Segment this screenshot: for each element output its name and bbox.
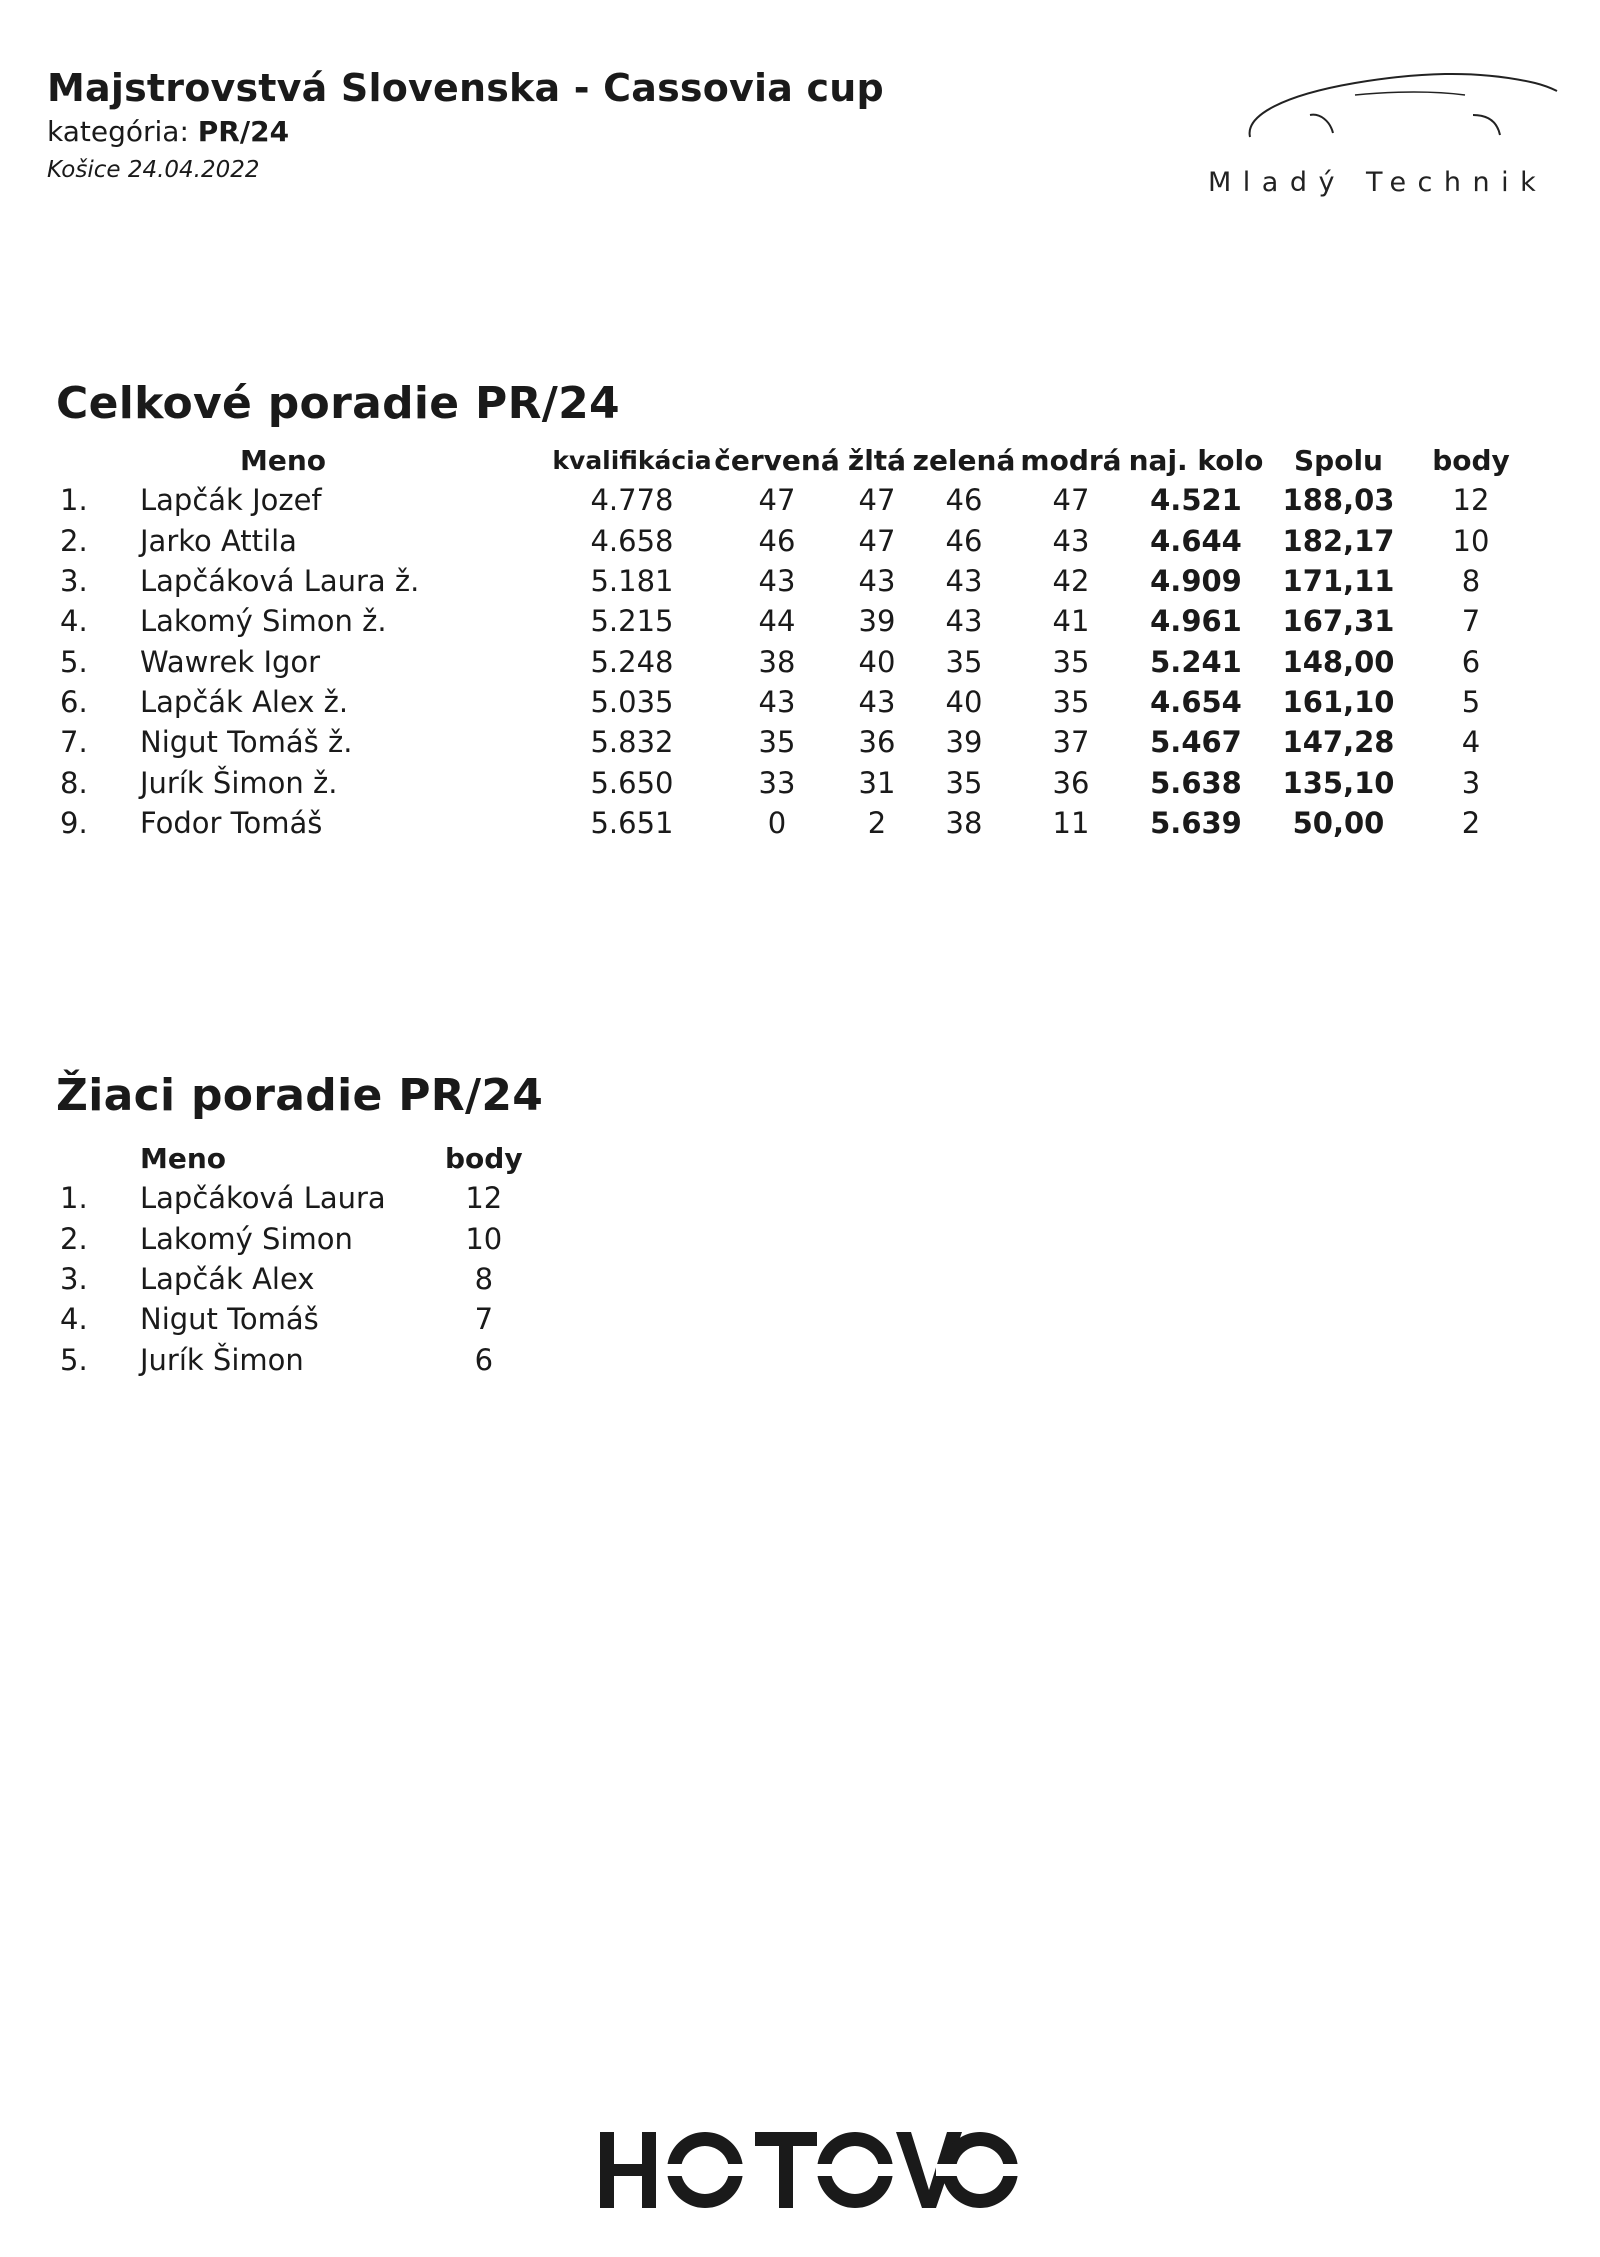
total-cell: 148,00 — [1282, 644, 1395, 679]
blue-cell: 42 — [1052, 564, 1090, 599]
table-row — [60, 521, 1531, 561]
blue-cell: 11 — [1052, 805, 1090, 840]
name-cell: Jarko Attila — [140, 523, 297, 558]
yellow-cell: 40 — [858, 644, 896, 679]
yellow-cell: 36 — [858, 725, 896, 760]
blue-cell: 35 — [1052, 644, 1090, 679]
place-date: Košice 24.04.2022 — [47, 157, 260, 183]
best-lap-cell: 5.639 — [1150, 805, 1242, 840]
pupils-ranking-title: Žiaci poradie PR/24 — [56, 1070, 544, 1121]
blue-cell: 47 — [1052, 483, 1090, 518]
blue-cell: 35 — [1052, 684, 1090, 719]
best-lap-cell: 5.467 — [1150, 725, 1242, 760]
points-cell: 2 — [1461, 805, 1481, 840]
rank-cell: 8. — [60, 765, 88, 800]
total-cell: 182,17 — [1282, 523, 1395, 558]
best-lap-cell: 5.638 — [1150, 765, 1242, 800]
blue-cell: 41 — [1052, 604, 1090, 639]
table-row — [60, 561, 1531, 601]
best-lap-cell: 4.521 — [1150, 483, 1242, 518]
blue-header: modrá — [1020, 443, 1122, 477]
green-cell: 40 — [945, 684, 983, 719]
qualification-header: kvalifikácia — [552, 445, 712, 475]
best-lap-cell: 4.654 — [1150, 684, 1242, 719]
table-row — [60, 1219, 523, 1259]
points-cell: 4 — [1461, 725, 1481, 760]
total-cell: 50,00 — [1292, 805, 1385, 840]
name-cell: Lapčák Alex — [140, 1262, 315, 1297]
yellow-cell: 31 — [858, 765, 896, 800]
rank-cell: 5. — [60, 1342, 88, 1377]
yellow-cell: 43 — [858, 684, 896, 719]
mlady-technik-logo — [1195, 55, 1575, 205]
pupils-ranking-table — [60, 1138, 523, 1380]
name-cell: Lakomý Simon ž. — [140, 604, 387, 639]
total-cell: 171,11 — [1282, 564, 1395, 599]
name-cell: Nigut Tomáš — [140, 1302, 319, 1337]
points-cell: 3 — [1461, 765, 1481, 800]
points-cell: 8 — [474, 1262, 494, 1297]
table-row — [60, 641, 1531, 681]
name-cell: Lakomý Simon — [140, 1221, 353, 1256]
car-silhouette-logo-icon — [1195, 55, 1575, 165]
overall-ranking-title: Celkové poradie PR/24 — [56, 378, 620, 429]
red-cell: 33 — [758, 765, 796, 800]
yellow-header: žltá — [847, 443, 907, 477]
total-cell: 188,03 — [1282, 483, 1395, 518]
best-lap-cell: 4.909 — [1150, 564, 1242, 599]
table-row — [60, 480, 1531, 520]
yellow-cell: 2 — [867, 805, 887, 840]
green-cell: 38 — [945, 805, 983, 840]
qualification-cell: 5.215 — [590, 604, 674, 639]
name-cell: Lapčák Jozef — [140, 483, 322, 518]
name-cell: Jurík Šimon — [140, 1342, 304, 1377]
rank-cell: 2. — [60, 1221, 88, 1256]
name-cell: Fodor Tomáš — [140, 805, 323, 840]
rank-cell: 6. — [60, 684, 88, 719]
points-cell: 10 — [1452, 523, 1490, 558]
table-row — [60, 803, 1531, 843]
table-header-row — [60, 1138, 523, 1178]
rank-header — [60, 1138, 140, 1178]
overall-ranking-table — [60, 440, 1531, 843]
points-cell: 6 — [1461, 644, 1481, 679]
name-cell: Wawrek Igor — [140, 644, 321, 679]
category-value: PR/24 — [197, 115, 290, 148]
points-header: body — [1432, 443, 1510, 477]
points-cell: 12 — [1452, 483, 1490, 518]
red-cell: 44 — [758, 604, 796, 639]
table-row — [60, 601, 1531, 641]
rank-cell: 3. — [60, 564, 88, 599]
name-cell: Lapčáková Laura ž. — [140, 564, 420, 599]
rank-cell: 1. — [60, 483, 88, 518]
points-cell: 10 — [465, 1221, 503, 1256]
points-header: body — [445, 1141, 523, 1175]
yellow-cell: 43 — [858, 564, 896, 599]
rank-cell: 4. — [60, 604, 88, 639]
red-cell: 47 — [758, 483, 796, 518]
table-row — [60, 1259, 523, 1299]
document-header — [47, 64, 884, 188]
total-cell: 147,28 — [1282, 725, 1395, 760]
green-cell: 43 — [945, 564, 983, 599]
blue-cell: 43 — [1052, 523, 1090, 558]
best-lap-cell: 4.961 — [1150, 604, 1242, 639]
table-row — [60, 1178, 523, 1218]
category-line — [47, 112, 884, 152]
green-cell: 35 — [945, 765, 983, 800]
red-cell: 35 — [758, 725, 796, 760]
category-label: kategória: — [47, 115, 189, 148]
name-header: Meno — [240, 443, 327, 477]
qualification-cell: 5.181 — [590, 564, 674, 599]
yellow-cell: 39 — [858, 604, 896, 639]
points-cell: 8 — [1461, 564, 1481, 599]
rank-header — [60, 440, 140, 480]
table-row — [60, 762, 1531, 802]
qualification-cell: 5.832 — [590, 725, 674, 760]
best-lap-cell: 4.644 — [1150, 523, 1242, 558]
rank-cell: 3. — [60, 1262, 88, 1297]
rank-cell: 4. — [60, 1302, 88, 1337]
points-cell: 12 — [465, 1181, 503, 1216]
logo-text: Mladý Technik — [1208, 167, 1548, 198]
qualification-cell: 4.658 — [590, 523, 674, 558]
red-cell: 38 — [758, 644, 796, 679]
rank-cell: 7. — [60, 725, 88, 760]
yellow-cell: 47 — [858, 523, 896, 558]
green-cell: 35 — [945, 644, 983, 679]
points-cell: 5 — [1461, 684, 1481, 719]
rank-cell: 9. — [60, 805, 88, 840]
best-lap-header: naj. kolo — [1128, 443, 1264, 477]
name-cell: Lapčáková Laura — [140, 1181, 386, 1216]
name-header: Meno — [140, 1141, 227, 1175]
total-cell: 167,31 — [1282, 604, 1395, 639]
best-lap-cell: 5.241 — [1150, 644, 1242, 679]
qualification-cell: 5.035 — [590, 684, 674, 719]
hotovo-logo-icon — [600, 2130, 1020, 2210]
red-cell: 0 — [767, 805, 787, 840]
green-header: zelená — [912, 443, 1016, 477]
green-cell: 46 — [945, 483, 983, 518]
points-cell: 7 — [1461, 604, 1481, 639]
table-row — [60, 1339, 523, 1379]
green-cell: 43 — [945, 604, 983, 639]
table-header-row — [60, 440, 1531, 480]
qualification-cell: 5.651 — [590, 805, 674, 840]
green-cell: 46 — [945, 523, 983, 558]
name-cell: Jurík Šimon ž. — [140, 765, 338, 800]
name-cell: Nigut Tomáš ž. — [140, 725, 353, 760]
blue-cell: 36 — [1052, 765, 1090, 800]
table-row — [60, 722, 1531, 762]
total-cell: 161,10 — [1282, 684, 1395, 719]
red-header: červená — [714, 443, 840, 477]
points-cell: 6 — [474, 1342, 494, 1377]
red-cell: 46 — [758, 523, 796, 558]
qualification-cell: 4.778 — [590, 483, 674, 518]
rank-cell: 1. — [60, 1181, 88, 1216]
table-row — [60, 682, 1531, 722]
yellow-cell: 47 — [858, 483, 896, 518]
total-header: Spolu — [1294, 443, 1383, 477]
green-cell: 39 — [945, 725, 983, 760]
event-title: Majstrovstvá Slovenska - Cassovia cup — [47, 66, 884, 110]
rank-cell: 5. — [60, 644, 88, 679]
red-cell: 43 — [758, 684, 796, 719]
qualification-cell: 5.248 — [590, 644, 674, 679]
total-cell: 135,10 — [1282, 765, 1395, 800]
table-row — [60, 1299, 523, 1339]
red-cell: 43 — [758, 564, 796, 599]
rank-cell: 2. — [60, 523, 88, 558]
hotovo-logo — [600, 2130, 1020, 2214]
name-cell: Lapčák Alex ž. — [140, 684, 349, 719]
qualification-cell: 5.650 — [590, 765, 674, 800]
points-cell: 7 — [474, 1302, 494, 1337]
blue-cell: 37 — [1052, 725, 1090, 760]
